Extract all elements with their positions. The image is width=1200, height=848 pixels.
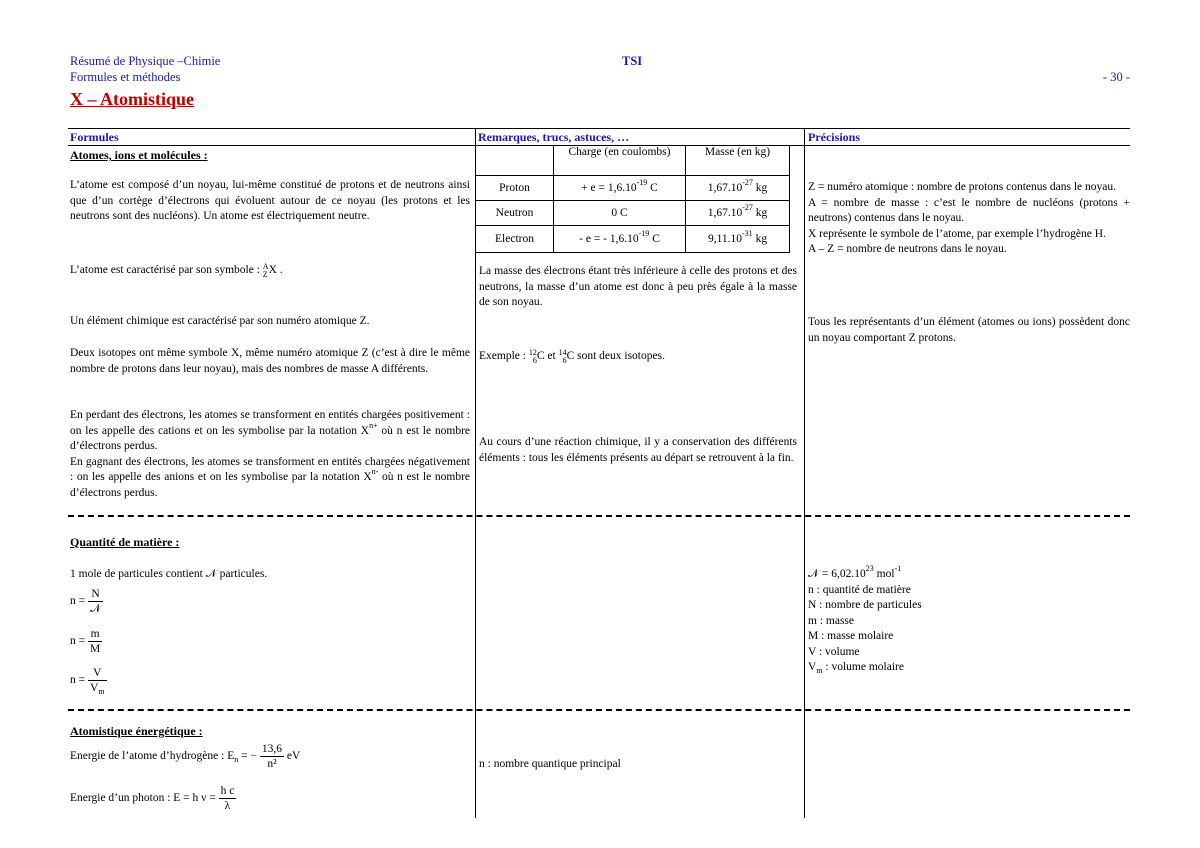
remark-electron-mass: La masse des électrons étant très inférieure à celle des protons et des neutrons, la masse d’un atome est donc à peu près égale à la masse de son noyau. <box>479 265 797 308</box>
section-title-quantite: Quantité de matière : <box>70 535 180 549</box>
header-center: TSI <box>622 54 643 68</box>
formula-n-volume: n = $\frac{V}{V_m}$ <box>70 667 105 696</box>
formula-n-mass: n = $\frac{m}{M}$ <box>70 628 101 655</box>
section-title-atomes: Atomes, ions et molécules : <box>70 148 208 162</box>
precision-element-protons: Tous les représentants d’un élément (atomes ou ions) possèdent donc un noyau comportant Z protons. <box>808 316 1130 344</box>
table-row-proton: Proton + $e = 1,6.10^{-19}$ C $1,67.10^{-27}$ kg <box>476 176 796 201</box>
page-number: - 30 - <box>1102 70 1130 84</box>
header-subtitle: Formules et méthodes <box>70 70 181 84</box>
table-row-electron: Electron - e = - $1,6.10^{-19}$ C $9,11.10^{-31}$ kg <box>476 226 796 253</box>
formula-photon-energy: Energie d’un photon : E = h ν = $\frac{\text{h c}}{\lambda}$ <box>70 785 235 812</box>
table-head-charge: Charge (en coulombs) <box>554 146 686 176</box>
column-divider-2 <box>804 128 805 818</box>
remark-quantum-number: n : nombre quantique principal <box>479 758 621 770</box>
column-header-precisions: Précisions <box>808 130 860 144</box>
avogadro-constant: 𝒩 = $6,02.10^{23}$ mol$^{-1}$ <box>808 564 902 580</box>
section-divider-2 <box>68 709 1130 711</box>
remark-isotope-example: Exemple : 12 6 C et 14 6 C sont deux isotopes. <box>479 348 665 365</box>
mole-definition: 1 mole de particules contient 𝒩 particules. <box>70 568 268 580</box>
precision-atomic-number: Z = numéro atomique : nombre de protons contenus dans le noyau. A = nombre de masse : c’est le nombre de nucléons (protons + neutrons) contenus dans le noyau. X représente le symbole de l’atome, par exemple l’hydrogène H. A – Z = nombre de neutrons dans le noyau. <box>808 181 1130 255</box>
paragraph-atom-symbol: L’atome est caractérisé par son symbole : A Z X . <box>70 262 283 279</box>
paragraph-isotopes: Deux isotopes ont même symbole X, même numéro atomique Z (c’est à dire le même nombre de protons dans leur noyau), mais des nombres de masse A différents. <box>70 347 470 375</box>
column-header-formules: Formules <box>70 130 119 144</box>
cation-text: En perdant des électrons, les atomes se transforment en entités chargées positivement : on les appelle des cations et on les symbolise par la notation $X^{n+}$ où n est le nombre d’électrons perdus. <box>70 409 471 452</box>
section-divider-1 <box>68 515 1130 517</box>
formula-n-particles: n = $\frac{N}{\text{𝒩}}$ <box>70 588 102 615</box>
chapter-title: X – Atomistique <box>70 89 195 109</box>
header-course-title: Résumé de Physique –Chimie <box>70 54 221 68</box>
table-head-mass: Masse (en kg) <box>686 146 790 176</box>
anion-text: En gagnant des électrons, les atomes se transforment en entités chargées négativement : on les appelle des anions et on les symbolise par la notation $X^{n-}$ où n est le nombre d’électrons perdus. <box>70 455 471 499</box>
top-rule <box>68 128 1130 129</box>
precision-quantity-list: 𝒩 = $6,02.10^{23}$ mol$^{-1}$ n : quantité de matière N : nombre de particules m : masse M : masse molaire V : volume $V_m$ : volume molaire <box>808 567 1130 676</box>
column-header-remarques: Remarques, trucs, astuces, … <box>478 130 630 144</box>
formula-hydrogen-energy: Energie de l’atome d’hydrogène : $E_n$ = − $\frac{13,6}{\text{n²}}$ eV <box>70 743 301 770</box>
table-row-neutron: Neutron 0 C $1,67.10^{-27}$ kg <box>476 201 796 226</box>
particle-table <box>476 145 796 253</box>
section-title-energetique: Atomistique énergétique : <box>70 724 203 738</box>
paragraph-element: Un élément chimique est caractérisé par son numéro atomique Z. <box>70 315 370 327</box>
paragraph-ions <box>70 408 470 501</box>
remark-conservation: Au cours d’une réaction chimique, il y a conservation des différents éléments : tous les éléments présents au départ se retrouvent à la fin. <box>479 436 797 464</box>
paragraph-atom-composition: L’atome est composé d’un noyau, lui-même constitué de protons et de neutrons ainsi que d’un cortège d’électrons qui évoluent autour de ce noyau (les protons et les neutrons sont des nucléons). Un atome est électriquement neutre. <box>70 179 470 222</box>
